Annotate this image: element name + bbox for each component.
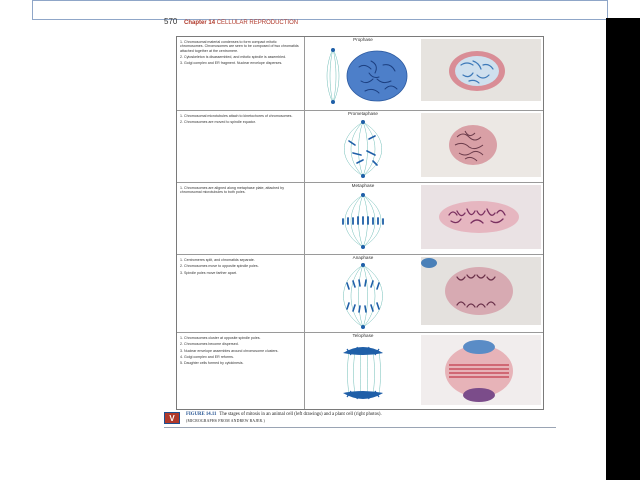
stage-row-telophase bbox=[177, 333, 543, 409]
stage-photo bbox=[421, 185, 541, 249]
caption-credit: (MICROGRAPHS FROM ANDREW BAJER.) bbox=[186, 419, 265, 423]
step-text: 3. Golgi complex and ER fragment. Nuclear envelope disperses. bbox=[180, 61, 283, 66]
page-header bbox=[164, 17, 298, 26]
stage-title: Prophase bbox=[353, 37, 373, 42]
step-text: 4. Golgi complex and ER reforms. bbox=[180, 354, 234, 359]
chapter-number: Chapter 14 bbox=[184, 20, 216, 26]
caption-divider bbox=[164, 427, 556, 428]
side-black-bar bbox=[606, 18, 640, 480]
stage-steps bbox=[177, 183, 305, 254]
stage-drawing bbox=[305, 183, 421, 254]
step-text: 1. Chromosomal microtubules attach to kinetochores of chromosomes. bbox=[180, 114, 293, 118]
step-text: 1. Chromosomes cluster at opposite spindle poles. bbox=[180, 336, 261, 340]
prometaphase-micrograph bbox=[421, 113, 541, 177]
stage-row-prometaphase bbox=[177, 111, 543, 183]
stage-photo bbox=[421, 257, 541, 325]
mitosis-figure-table bbox=[176, 36, 544, 410]
caption-body: The stages of mitosis in an animal cell (left drawings) and a plant cell (right photos). bbox=[219, 412, 382, 417]
prophase-drawing bbox=[313, 45, 413, 107]
stage-steps bbox=[177, 111, 305, 182]
stage-photo bbox=[421, 39, 541, 101]
caption-text bbox=[186, 412, 382, 424]
stage-drawing bbox=[305, 111, 421, 182]
prophase-micrograph bbox=[421, 39, 541, 101]
step-text: 2. Cytoskeleton is disassembled, and mitotic spindle is assembled. bbox=[180, 54, 287, 59]
metaphase-micrograph bbox=[421, 185, 541, 249]
stage-title: Anaphase bbox=[352, 255, 374, 260]
figure-label: FIGURE 14.11 bbox=[186, 412, 217, 417]
stage-row-metaphase bbox=[177, 183, 543, 255]
stage-steps bbox=[177, 333, 305, 409]
stage-row-anaphase bbox=[177, 255, 543, 333]
window-title-bar bbox=[32, 0, 608, 20]
chapter-title: CELLULAR REPRODUCTION bbox=[216, 20, 299, 26]
logo-text: V bbox=[169, 414, 175, 423]
stage-drawing bbox=[305, 255, 421, 332]
video-logo-icon bbox=[164, 412, 180, 424]
page-number: 570 bbox=[164, 17, 178, 26]
prometaphase-drawing bbox=[313, 119, 413, 179]
stage-photo bbox=[421, 113, 541, 177]
metaphase-drawing bbox=[313, 191, 413, 251]
stage-steps bbox=[177, 37, 305, 110]
stage-photo bbox=[421, 335, 541, 405]
step-text: 1. Centromeres split, and chromatids separate. bbox=[180, 258, 255, 262]
step-text: 2. Chromosomes are moved to spindle equator. bbox=[180, 120, 256, 125]
telophase-drawing bbox=[313, 341, 413, 405]
stage-title: Metaphase bbox=[351, 183, 375, 188]
anaphase-drawing bbox=[313, 263, 413, 329]
stage-steps bbox=[177, 255, 305, 332]
step-text: 2. Chromosomes move to opposite spindle poles. bbox=[180, 264, 259, 269]
step-text: 5. Daughter cells formed by cytokinesis. bbox=[180, 361, 244, 366]
stage-title: Prometaphase bbox=[348, 111, 378, 116]
step-text: 2. Chromosomes become dispersed. bbox=[180, 342, 239, 347]
anaphase-micrograph bbox=[421, 257, 541, 325]
stage-drawing bbox=[305, 37, 421, 110]
telophase-micrograph bbox=[421, 335, 541, 405]
step-text: 1. Chromosomal material condenses to form compact mitotic chromosomes. Chromosomes are seen to be composed of two chromatids attached together at the centromere. bbox=[180, 40, 299, 53]
stage-title: Telophase bbox=[352, 333, 374, 338]
step-text: 1. Chromosomes are aligned along metaphase plate, attached by chromosomal microtubules to both poles. bbox=[180, 186, 285, 195]
stage-drawing bbox=[305, 333, 421, 409]
step-text: 3. Nuclear envelope assembles around chromosome clusters. bbox=[180, 348, 279, 353]
stage-row-prophase bbox=[177, 37, 543, 111]
step-text: 3. Spindle poles move farther apart. bbox=[180, 270, 237, 275]
